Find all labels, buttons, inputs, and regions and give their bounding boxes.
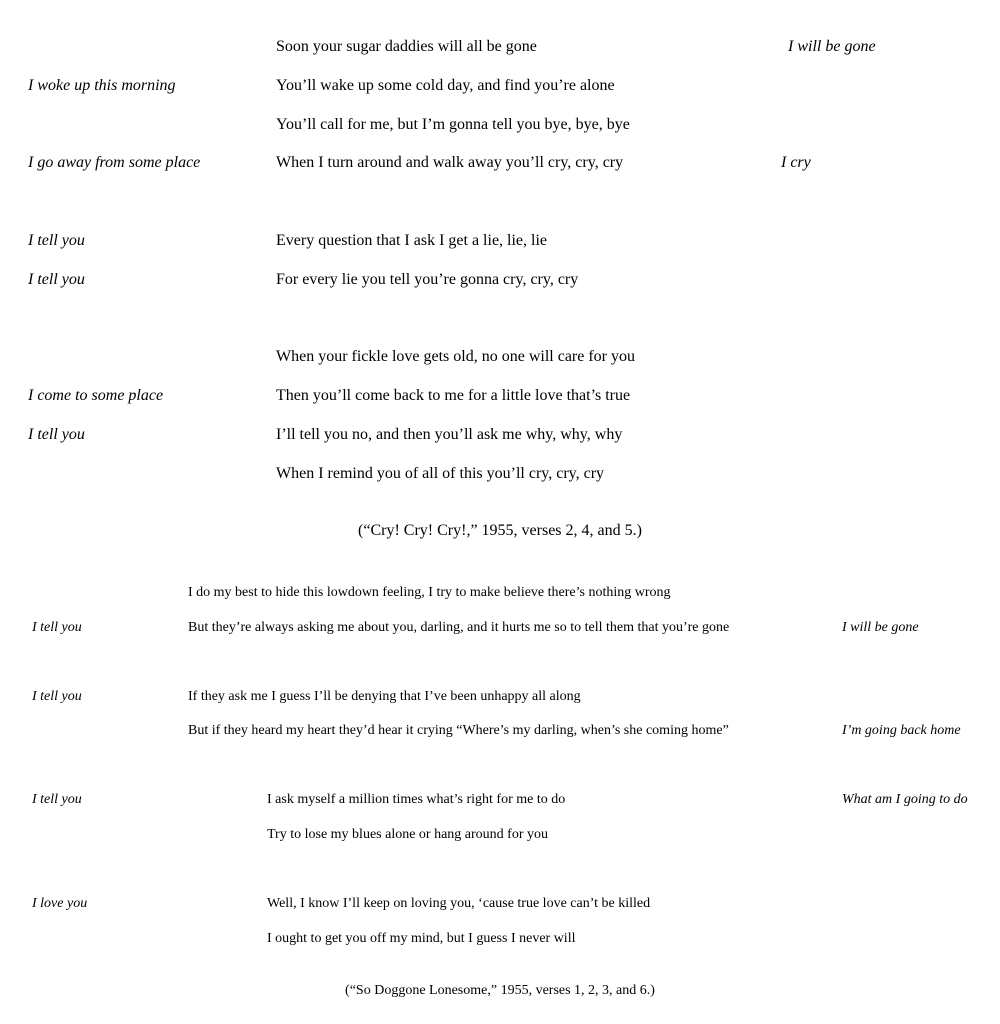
lyric-line: If they ask me I guess I’ll be denying that I’ve been unhappy all along — [188, 689, 581, 704]
annotation-left: I tell you — [32, 689, 82, 704]
lyric-line: But if they heard my heart they’d hear it crying “Where’s my darling, when’s she coming home” — [188, 723, 729, 738]
annotation-left: I tell you — [28, 232, 85, 249]
lyric-line: I’ll tell you no, and then you’ll ask me why, why, why — [276, 426, 623, 443]
annotation-left: I come to some place — [28, 387, 164, 404]
lyric-line: I do my best to hide this lowdown feeling, I try to make believe there’s nothing wrong — [188, 585, 671, 600]
lyric-line: When your fickle love gets old, no one will care for you — [276, 348, 635, 365]
citation-caption: (“Cry! Cry! Cry!,” 1955, verses 2, 4, and 5.) — [358, 522, 642, 539]
annotation-left: I tell you — [32, 620, 82, 635]
lyric-line: You’ll wake up some cold day, and find you’re alone — [276, 77, 615, 94]
annotation-right: I’m going back home — [842, 723, 961, 738]
annotation-left: I tell you — [28, 271, 85, 288]
lyric-line: Soon your sugar daddies will all be gone — [276, 38, 537, 55]
annotation-left: I go away from some place — [28, 154, 201, 171]
annotation-left: I tell you — [28, 426, 85, 443]
lyric-line: When I remind you of all of this you’ll cry, cry, cry — [276, 465, 605, 482]
annotation-left: I tell you — [32, 792, 82, 807]
annotation-right: I will be gone — [788, 38, 876, 55]
annotation-right: What am I going to do — [842, 792, 968, 807]
lyric-line: When I turn around and walk away you’ll cry, cry, cry — [276, 154, 624, 171]
annotation-left: I love you — [32, 896, 88, 911]
lyric-line: Then you’ll come back to me for a little love that’s true — [276, 387, 631, 404]
lyric-line: Well, I know I’ll keep on loving you, ‘cause true love can’t be killed — [267, 896, 651, 911]
lyric-line: For every lie you tell you’re gonna cry, cry, cry — [276, 271, 579, 288]
citation-caption: (“So Doggone Lonesome,” 1955, verses 1, 2, 3, and 6.) — [345, 983, 655, 998]
lyric-line: I ought to get you off my mind, but I guess I never will — [267, 931, 576, 946]
annotation-right: I will be gone — [842, 620, 919, 635]
lyric-line: You’ll call for me, but I’m gonna tell you bye, bye, bye — [276, 116, 630, 133]
lyric-line: But they’re always asking me about you, darling, and it hurts me so to tell them that you’re gone — [188, 620, 730, 635]
lyric-line: I ask myself a million times what’s right for me to do — [267, 792, 566, 807]
lyric-line: Every question that I ask I get a lie, lie, lie — [276, 232, 548, 249]
annotation-left: I woke up this morning — [28, 77, 176, 94]
annotation-right: I cry — [781, 154, 811, 171]
lyric-line: Try to lose my blues alone or hang around for you — [267, 827, 548, 842]
